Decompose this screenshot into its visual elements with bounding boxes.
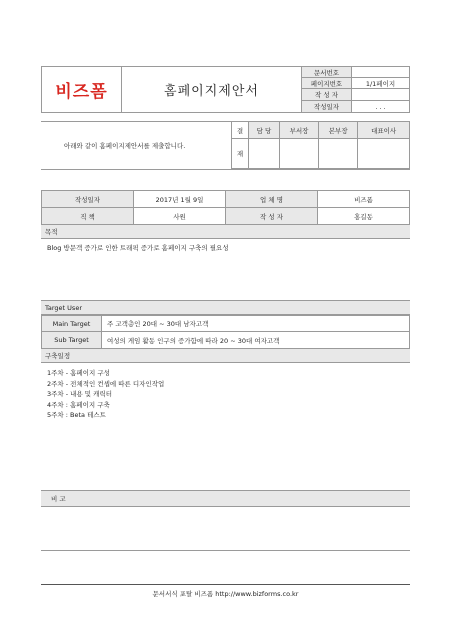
title-cell <box>122 67 302 113</box>
footer-text: 문서서식 포탈 비즈폼 http://www.bizforms.co.kr <box>152 590 299 598</box>
logo-cell <box>42 67 122 113</box>
info-table <box>41 190 410 225</box>
target-table <box>41 315 410 349</box>
info-label: 작성일자 <box>42 191 134 208</box>
schedule-item: 5주차 : Beta 테스트 <box>47 411 106 419</box>
schedule-list <box>47 368 164 421</box>
meta-label: 작 성 자 <box>302 89 352 101</box>
target-heading <box>41 300 410 315</box>
target-value: 여성의 게임 활동 인구의 증가함에 따라 20 ~ 30대 여자고객 <box>102 332 410 349</box>
meta-label: 페이지번호 <box>302 78 352 89</box>
meta-value <box>352 67 410 78</box>
approval-role: 부서장 <box>279 122 318 139</box>
approval-label-bottom: 재 <box>232 139 249 169</box>
schedule-item: 2주차 - 전체적인 컨셉에 따른 디자인작업 <box>47 379 165 388</box>
approval-role: 담 당 <box>249 122 280 139</box>
meta-value <box>352 89 410 101</box>
target-value: 주 고객층인 20대 ~ 30대 남자고객 <box>102 316 410 332</box>
meta-value: . . . <box>352 101 410 113</box>
approval-table <box>231 121 410 169</box>
approval-role: 본부장 <box>319 122 358 139</box>
remarks-heading-text: 비 고 <box>51 495 66 503</box>
meta-value: 1/1페이지 <box>352 78 410 89</box>
submission-text: 아래와 같이 홈페이지제안서를 제출합니다. <box>64 142 186 150</box>
target-label: Sub Target <box>42 332 102 349</box>
document-title: 홈페이지제안서 <box>164 84 259 99</box>
info-label: 업 체 명 <box>226 191 318 208</box>
remarks-heading <box>41 490 410 507</box>
signature-box <box>249 139 280 169</box>
info-value: 2017년 1월 9일 <box>134 191 226 208</box>
info-value: 사원 <box>134 208 226 225</box>
schedule-item: 4주차 : 홈페이지 구축 <box>47 400 110 409</box>
submission-bottom-rule <box>41 169 410 170</box>
footer-rule <box>41 584 410 585</box>
approval-role: 대표이사 <box>358 122 410 139</box>
signature-box <box>319 139 358 169</box>
target-label: Main Target <box>42 316 102 332</box>
info-value: 비즈폼 <box>318 191 410 208</box>
approval-label-top: 결 <box>232 122 249 139</box>
schedule-heading-text: 구축일정 <box>45 352 71 360</box>
info-label: 직 책 <box>42 208 134 225</box>
purpose-text: Blog 방문객 증가로 인한 트래픽 증가로 홈페이지 구축의 필요성 <box>47 244 229 252</box>
meta-label: 문서번호 <box>302 67 352 78</box>
info-label: 작 성 자 <box>226 208 318 225</box>
remarks-bottom-rule <box>41 550 410 551</box>
purpose-heading <box>41 224 410 239</box>
signature-box <box>358 139 410 169</box>
header-table <box>41 66 410 113</box>
signature-box <box>279 139 318 169</box>
meta-label: 작성일자 <box>302 101 352 113</box>
info-value: 홍길동 <box>318 208 410 225</box>
purpose-heading-text: 목적 <box>45 228 58 236</box>
schedule-heading <box>41 348 410 363</box>
schedule-item: 1주차 - 홈페이지 구성 <box>47 369 110 377</box>
schedule-item: 3주차 - 내용 및 캐릭터 <box>47 390 112 398</box>
target-heading-text: Target User <box>45 304 82 312</box>
bizforms-logo: 비즈폼 <box>55 82 108 102</box>
